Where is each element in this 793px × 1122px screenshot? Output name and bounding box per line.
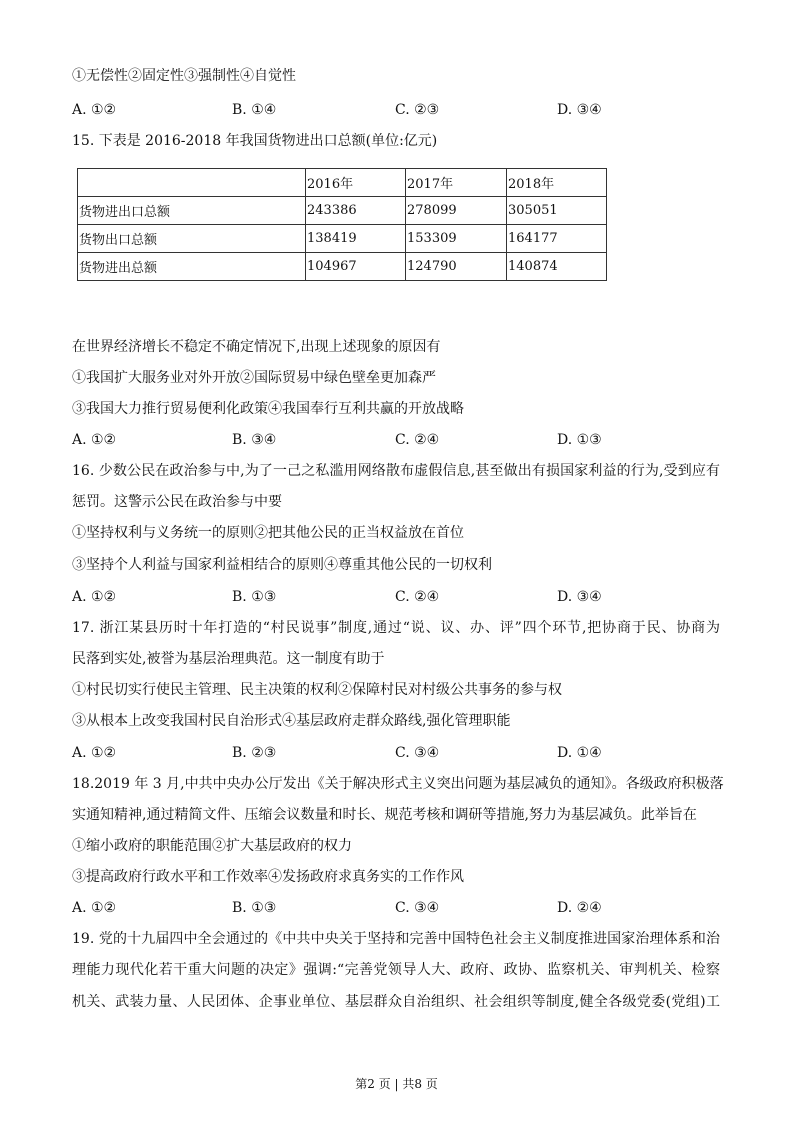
option-b: B. ①③ bbox=[232, 900, 277, 916]
table-cell: 2017年 bbox=[406, 169, 507, 197]
table-cell: 278099 bbox=[406, 197, 507, 225]
option-a: A. ①② bbox=[72, 432, 117, 448]
table-row bbox=[78, 253, 607, 281]
q16-choice: ①坚持权利与义务统一的原则②把其他公民的正当权益放在首位 bbox=[72, 525, 464, 541]
option-b: B. ③④ bbox=[232, 432, 277, 448]
option-d: D. ②④ bbox=[557, 900, 602, 916]
q16-choice: ③坚持个人利益与国家利益相结合的原则④尊重其他公民的一切权利 bbox=[72, 557, 492, 573]
table-cell: 138419 bbox=[306, 225, 406, 253]
q19-stem: 19. 党的十九届四中全会通过的《中共中央关于坚持和完善中国特色社会主义制度推进国家治理体系和治 bbox=[72, 931, 720, 947]
q15-choice: ③我国大力推行贸易便利化政策④我国奉行互利共赢的开放战略 bbox=[72, 401, 464, 417]
table-cell: 164177 bbox=[507, 225, 607, 253]
table-cell: 305051 bbox=[507, 197, 607, 225]
q15-question: 在世界经济增长不稳定不确定情况下,出现上述现象的原因有 bbox=[72, 339, 441, 355]
option-c: C. ③④ bbox=[395, 745, 440, 761]
table-cell: 货物进出口总额 bbox=[78, 197, 306, 225]
q17-choice: ③从根本上改变我国村民自治形式④基层政府走群众路线,强化管理职能 bbox=[72, 713, 511, 729]
q19-stem: 机关、武装力量、人民团体、企事业单位、基层群众自治组织、社会组织等制度,健全各级党委(党组)工 bbox=[72, 994, 720, 1010]
q16-stem: 惩罚。这警示公民在政治参与中要 bbox=[72, 494, 282, 510]
option-d: D. ③④ bbox=[557, 589, 602, 605]
table-cell: 124790 bbox=[406, 253, 507, 281]
q16-stem: 16. 少数公民在政治参与中,为了一己之私滥用网络散布虚假信息,甚至做出有损国家利益的行为,受到应有 bbox=[72, 463, 720, 479]
q17-stem: 17. 浙江某县历时十年打造的“村民说事”制度,通过“说、议、办、评”四个环节,把协商于民、协商为 bbox=[72, 620, 720, 636]
option-a: A. ①② bbox=[72, 745, 117, 761]
table-cell: 153309 bbox=[406, 225, 507, 253]
option-a: A. ①② bbox=[72, 589, 117, 605]
q18-choice: ①缩小政府的职能范围②扩大基层政府的权力 bbox=[72, 838, 352, 854]
option-a: A. ①② bbox=[72, 102, 117, 118]
option-c: C. ②③ bbox=[395, 102, 440, 118]
trade-table bbox=[77, 168, 607, 281]
table-cell: 货物进出总额 bbox=[78, 253, 306, 281]
option-b: B. ②③ bbox=[232, 745, 277, 761]
option-d: D. ③④ bbox=[557, 102, 602, 118]
option-a: A. ①② bbox=[72, 900, 117, 916]
table-header-row bbox=[78, 169, 607, 197]
table-cell: 104967 bbox=[306, 253, 406, 281]
option-b: B. ①④ bbox=[232, 102, 277, 118]
table-row bbox=[78, 197, 607, 225]
option-d: D. ①③ bbox=[557, 432, 602, 448]
table-cell bbox=[78, 169, 306, 197]
q15-choice: ①我国扩大服务业对外开放②国际贸易中绿色壁垒更加森严 bbox=[72, 370, 436, 386]
table-cell: 243386 bbox=[306, 197, 406, 225]
q19-stem: 理能力现代化若干重大问题的决定》强调:“完善党领导人大、政府、政协、监察机关、审判机关、检察 bbox=[72, 962, 720, 978]
q18-choice: ③提高政府行政水平和工作效率④发扬政府求真务实的工作作风 bbox=[72, 869, 464, 885]
q17-stem: 民落到实处,被誉为基层治理典范。这一制度有助于 bbox=[72, 651, 385, 667]
table-cell: 2018年 bbox=[507, 169, 607, 197]
option-c: C. ③④ bbox=[395, 900, 440, 916]
option-b: B. ①③ bbox=[232, 589, 277, 605]
q14-choices: ①无偿性②固定性③强制性④自觉性 bbox=[72, 68, 296, 84]
option-d: D. ①④ bbox=[557, 745, 602, 761]
q18-stem: 实通知精神,通过精简文件、压缩会议数量和时长、规范考核和调研等措施,努力为基层减负。此举旨在 bbox=[72, 807, 697, 823]
table-cell: 货物出口总额 bbox=[78, 225, 306, 253]
page-footer: 第2 页 | 共8 页 bbox=[355, 1077, 438, 1091]
option-c: C. ②④ bbox=[395, 432, 440, 448]
option-c: C. ②④ bbox=[395, 589, 440, 605]
q18-stem: 18.2019 年 3 月,中共中央办公厅发出《关于解决形式主义突出问题为基层减负的通知》。各级政府积极落 bbox=[72, 776, 724, 792]
q15-stem: 15. 下表是 2016-2018 年我国货物进出口总额(单位:亿元) bbox=[72, 133, 438, 149]
q17-choice: ①村民切实行使民主管理、民主决策的权利②保障村民对村级公共事务的参与权 bbox=[72, 682, 562, 698]
table-cell: 140874 bbox=[507, 253, 607, 281]
table-cell: 2016年 bbox=[306, 169, 406, 197]
table-row bbox=[78, 225, 607, 253]
